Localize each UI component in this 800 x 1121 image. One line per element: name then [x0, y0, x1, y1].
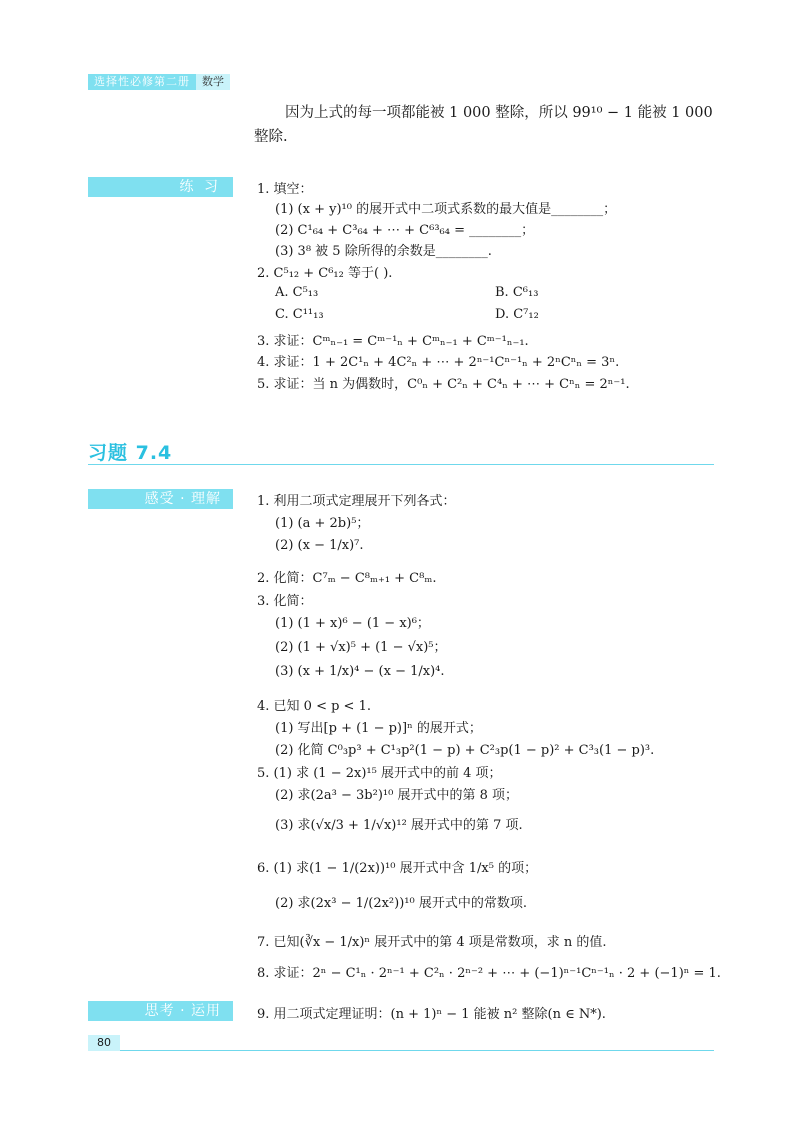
intro-line-1: 因为上式的每一项都能被 1 000 整除，所以 99¹⁰ − 1 能被 1 000: [285, 105, 713, 121]
practice-item: (3) 3⁸ 被 5 除所得的余数是________.: [275, 244, 492, 259]
exercise-item: (1) (1 + x)⁶ − (1 − x)⁶；: [275, 616, 430, 631]
practice-item: 4. 求证：1 + 2C¹ₙ + 4C²ₙ + ⋯ + 2ⁿ⁻¹Cⁿ⁻¹ₙ + 2ⁿCⁿₙ = 3ⁿ.: [257, 355, 620, 370]
exercise-item: 7. 已知(∛x − 1/x)ⁿ 展开式中的第 4 项是常数项，求 n 的值.: [257, 935, 607, 950]
exercise-item: 5. (1) 求 (1 − 2x)¹⁵ 展开式中的前 4 项；: [257, 766, 502, 781]
footer-rule: [120, 1050, 714, 1051]
exercise-item: 9. 用二项式定理证明：(n + 1)ⁿ − 1 能被 n² 整除(n ∈ N*).: [257, 1007, 606, 1022]
book-tag: 选择性必修第二册: [88, 74, 196, 90]
practice-item: 5. 求证：当 n 为偶数时，C⁰ₙ + C²ₙ + C⁴ₙ + ⋯ + Cⁿₙ = 2ⁿ⁻¹.: [257, 377, 630, 392]
exercise-item: 8. 求证：2ⁿ − C¹ₙ · 2ⁿ⁻¹ + C²ₙ · 2ⁿ⁻² + ⋯ + (−1)ⁿ⁻¹Cⁿ⁻¹ₙ · 2 + (−1)ⁿ = 1.: [257, 966, 721, 981]
practice-item: 1. 填空：: [257, 182, 313, 197]
running-header: [88, 74, 230, 90]
exercise-item: 3. 化简：: [257, 594, 313, 609]
exercise-item: 4. 已知 0 < p < 1.: [257, 699, 371, 714]
practice-label: 练 习: [88, 177, 233, 197]
practice-item: (1) (x + y)¹⁰ 的展开式中二项式系数的最大值是________；: [275, 202, 617, 217]
exercise-item: (2) 求(2a³ − 3b²)¹⁰ 展开式中的第 8 项；: [275, 788, 518, 803]
exercise-item: (2) (x − 1/x)⁷.: [275, 538, 364, 553]
exercise-item: (2) 化简 C⁰₃p³ + C¹₃p²(1 − p) + C²₃p(1 − p)² + C³₃(1 − p)³.: [275, 743, 655, 758]
understand-label: 感受 · 理解: [88, 489, 233, 509]
exercise-item: (2) 求(2x³ − 1/(2x²))¹⁰ 展开式中的常数项.: [275, 896, 527, 911]
practice-item: 3. 求证：Cᵐₙ₋₁ = Cᵐ⁻¹ₙ + Cᵐₙ₋₁ + Cᵐ⁻¹ₙ₋₁.: [257, 334, 529, 349]
practice-item: (2) C¹₆₄ + C³₆₄ + ⋯ + C⁶³₆₄ = ________；: [275, 223, 535, 238]
choice-a: A. C⁵₁₃: [275, 285, 319, 300]
practice-item: 2. C⁵₁₂ + C⁶₁₂ 等于( ).: [257, 266, 393, 281]
exercise-item: 1. 利用二项式定理展开下列各式：: [257, 494, 456, 509]
exercise-item: 6. (1) 求(1 − 1/(2x))¹⁰ 展开式中含 1/x⁵ 的项；: [257, 861, 538, 876]
exercise-item: (2) (1 + √x)⁵ + (1 − √x)⁵；: [275, 640, 447, 655]
apply-label: 思考 · 运用: [88, 1001, 233, 1021]
choice-b: B. C⁶₁₃: [495, 285, 539, 300]
section-title: 习题 7.4: [88, 442, 173, 464]
page-number: 80: [88, 1035, 120, 1051]
exercise-item: (1) 写出[p + (1 − p)]ⁿ 的展开式；: [275, 721, 482, 736]
section-rule: [88, 464, 714, 465]
exercise-item: (1) (a + 2b)⁵；: [275, 516, 370, 531]
exercise-item: 2. 化简：C⁷ₘ − C⁸ₘ₊₁ + C⁸ₘ.: [257, 571, 437, 586]
exercise-item: (3) 求(√x/3 + 1/√x)¹² 展开式中的第 7 项.: [275, 818, 523, 833]
subject-tag: 数学: [196, 74, 230, 90]
choice-d: D. C⁷₁₂: [495, 307, 539, 322]
intro-line-2: 整除.: [254, 129, 288, 145]
choice-c: C. C¹¹₁₃: [275, 307, 324, 322]
exercise-item: (3) (x + 1/x)⁴ − (x − 1/x)⁴.: [275, 664, 445, 679]
